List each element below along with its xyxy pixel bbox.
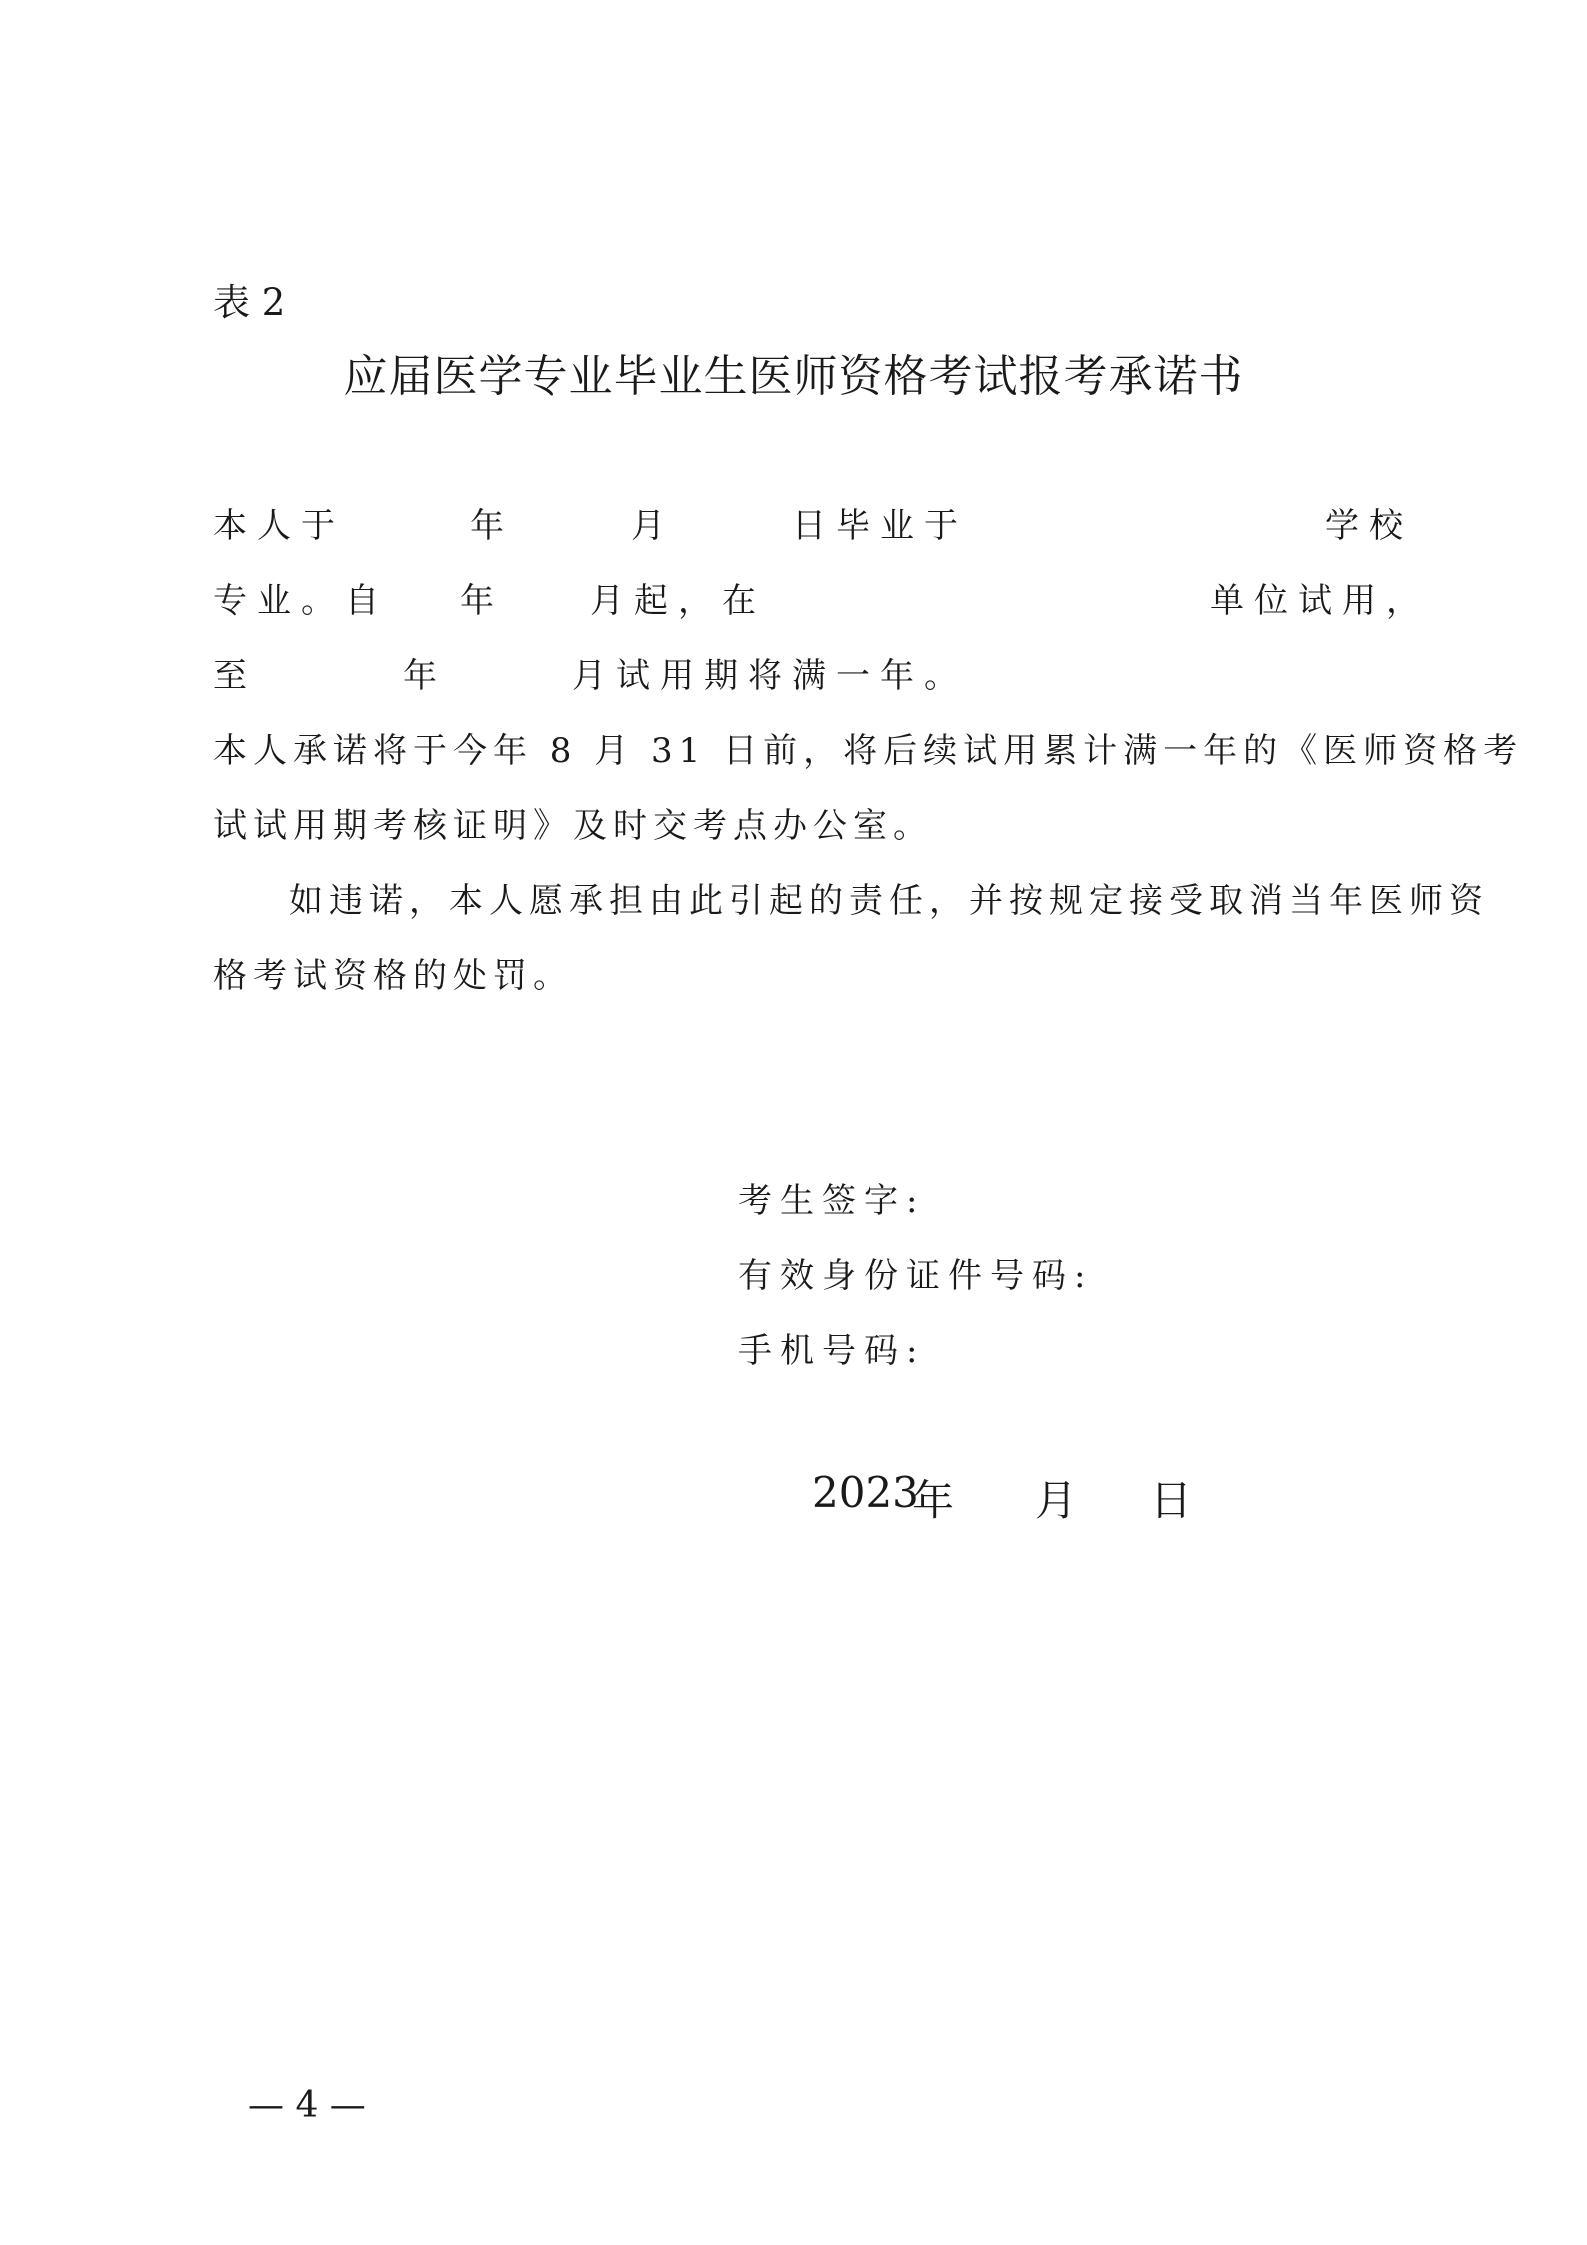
line1-graduated: 日毕业于 [792,506,968,546]
date-year-unit: 年 [912,1476,955,1525]
table-label: 表 2 [213,281,286,324]
page-number: — 4 — [248,2085,366,2126]
phone-number-label: 手机号码: [738,1331,926,1371]
document-title: 应届医学专业毕业生医师资格考试报考承诺书 [343,351,1244,402]
line2-month: 月起，在 [590,581,766,621]
line3-year: 年 [403,656,447,696]
candidate-signature-label: 考生签字: [738,1181,926,1221]
date-year: 2023 [812,1468,919,1517]
date-month-unit: 月 [1035,1476,1078,1525]
line1-part1: 本人于 [213,506,345,546]
commitment-line-2: 试试用期考核证明》及时交考点办公室。 [213,806,933,846]
violation-line-1: 如违诺，本人愿承担由此引起的责任，并按规定接受取消当年医师资 [289,881,1489,921]
line2-year: 年 [460,581,504,621]
line2-unit: 单位试用， [1210,581,1430,621]
date-day-unit: 日 [1150,1476,1193,1525]
line1-year: 年 [470,506,514,546]
line1-school: 学校 [1325,506,1413,546]
id-number-label: 有效身份证件号码: [738,1256,1094,1296]
violation-line-2: 格考试资格的处罚。 [213,956,573,996]
line1-month: 月 [631,506,675,546]
line2-part1: 专业。自 [213,581,389,621]
commitment-line-1: 本人承诺将于今年 8 月 31 日前，将后续试用累计满一年的《医师资格考 [213,731,1524,771]
line3-month: 月试用期将满一年。 [572,656,968,696]
line3-part1: 至 [213,656,257,696]
